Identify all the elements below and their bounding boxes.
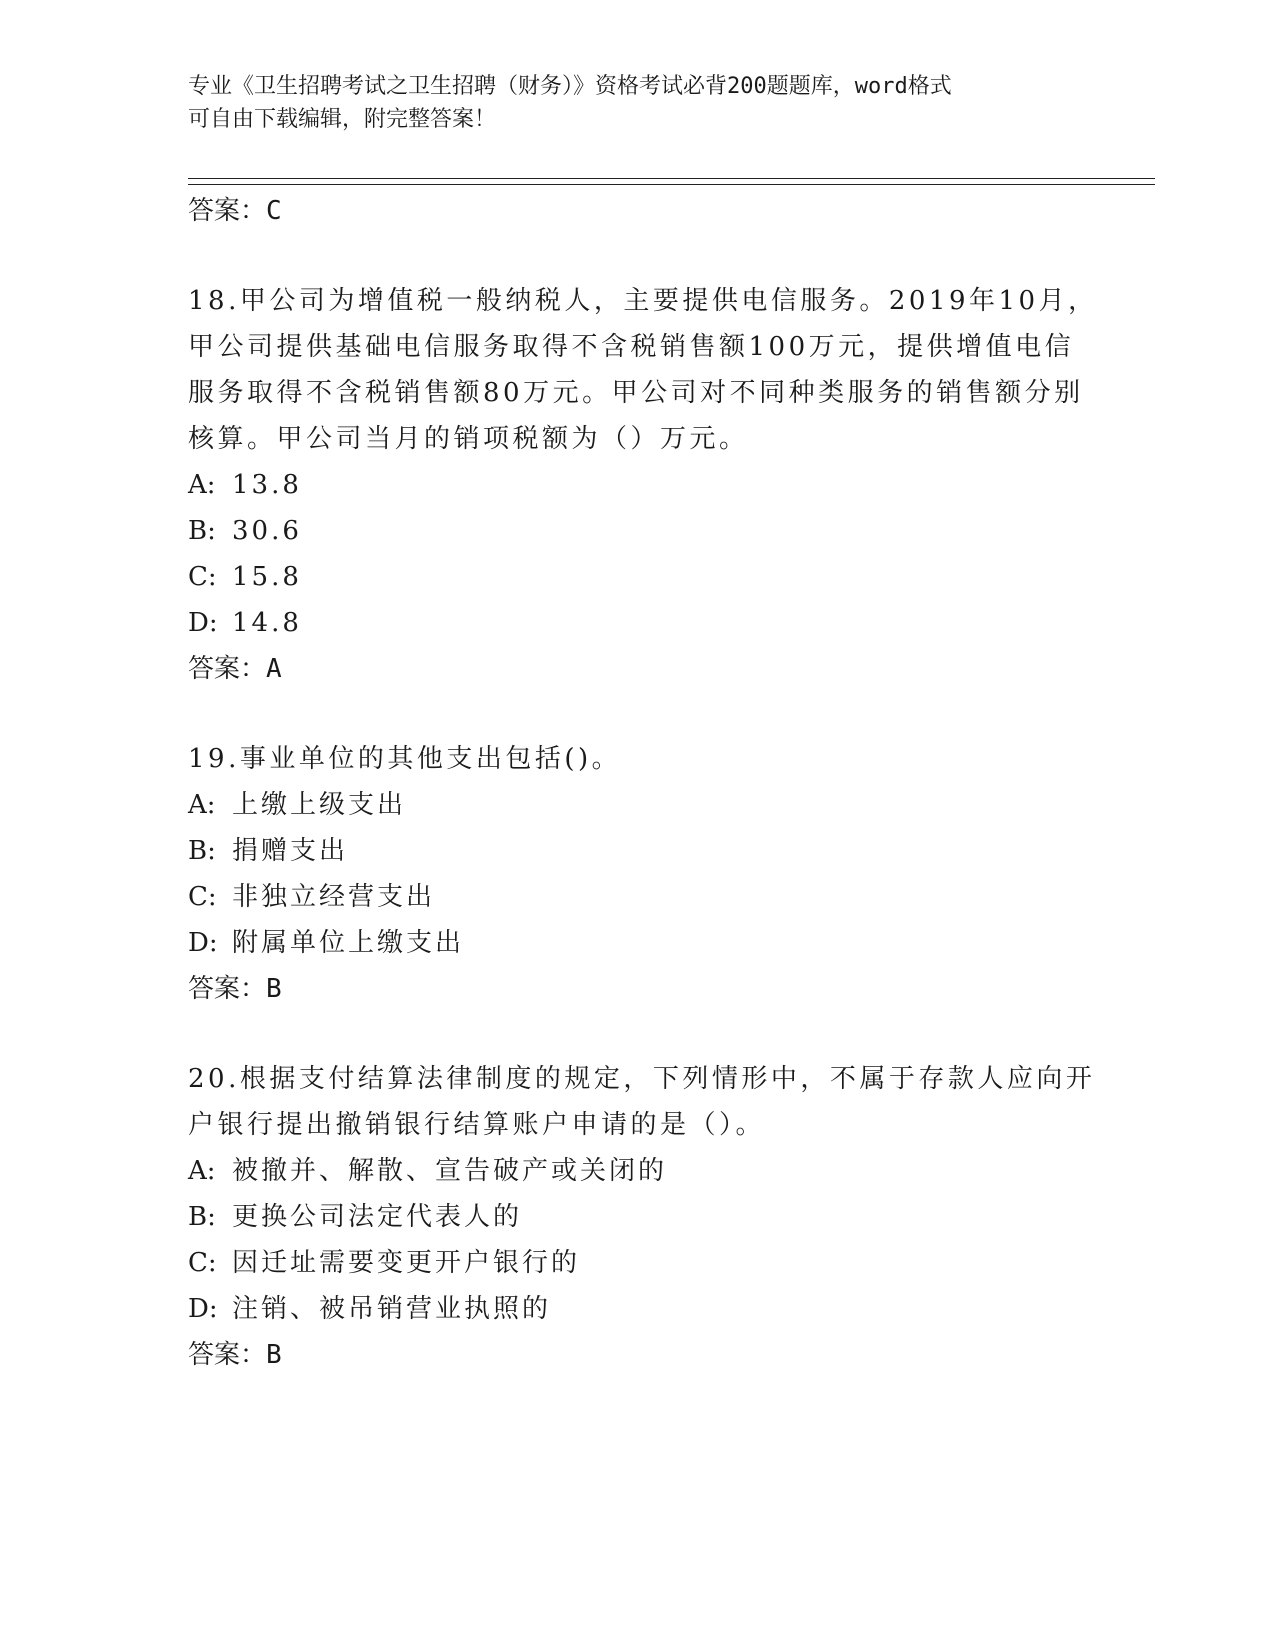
answer-19: 答案：B <box>188 974 282 1004</box>
header-line: 专业《卫生招聘考试之卫生招聘（财务）》资格考试必背200题题库，word格式 <box>188 74 952 99</box>
question-text: 19.事业单位的其他支出包括()。 <box>188 744 622 774</box>
header-divider <box>188 184 1155 185</box>
option-b: B: 捐赠支出 <box>188 836 349 866</box>
header-line: 可自由下载编辑，附完整答案！ <box>188 107 497 132</box>
option-c: C: 15.8 <box>188 562 302 592</box>
question-20 <box>188 1056 1096 1378</box>
option-d: D: 附属单位上缴支出 <box>188 928 465 958</box>
option-a: A: 上缴上级支出 <box>188 790 407 820</box>
question-text: 18.甲公司为增值税一般纳税人，主要提供电信服务。2019年10月， <box>188 286 1098 316</box>
option-b: B: 更换公司法定代表人的 <box>188 1202 523 1232</box>
option-b: B: 30.6 <box>188 516 302 546</box>
option-d: D: 注销、被吊销营业执照的 <box>188 1294 552 1324</box>
header-divider <box>188 178 1155 179</box>
question-text: 甲公司提供基础电信服务取得不含税销售额100万元，提供增值电信 <box>188 332 1075 362</box>
question-19 <box>188 736 1088 1012</box>
option-c: C: 因迁址需要变更开户银行的 <box>188 1248 581 1278</box>
answer-18: 答案：A <box>188 654 282 684</box>
question-text: 服务取得不含税销售额80万元。甲公司对不同种类服务的销售额分别 <box>188 378 1084 408</box>
question-list <box>188 188 1098 1378</box>
option-a: A: 被撤并、解散、宣告破产或关闭的 <box>188 1156 668 1186</box>
question-text: 核算。甲公司当月的销项税额为（）万元。 <box>188 424 749 454</box>
answer-17: 答案：C <box>188 196 282 226</box>
question-18 <box>188 278 1098 692</box>
answer-20: 答案：B <box>188 1340 282 1370</box>
page-header <box>188 70 1088 136</box>
question-text: 户银行提出撤销银行结算账户申请的是（）。 <box>188 1110 766 1140</box>
option-c: C: 非独立经营支出 <box>188 882 436 912</box>
option-a: A: 13.8 <box>188 470 302 500</box>
question-text: 20.根据支付结算法律制度的规定，下列情形中，不属于存款人应向开 <box>188 1064 1096 1094</box>
option-d: D: 14.8 <box>188 608 302 638</box>
